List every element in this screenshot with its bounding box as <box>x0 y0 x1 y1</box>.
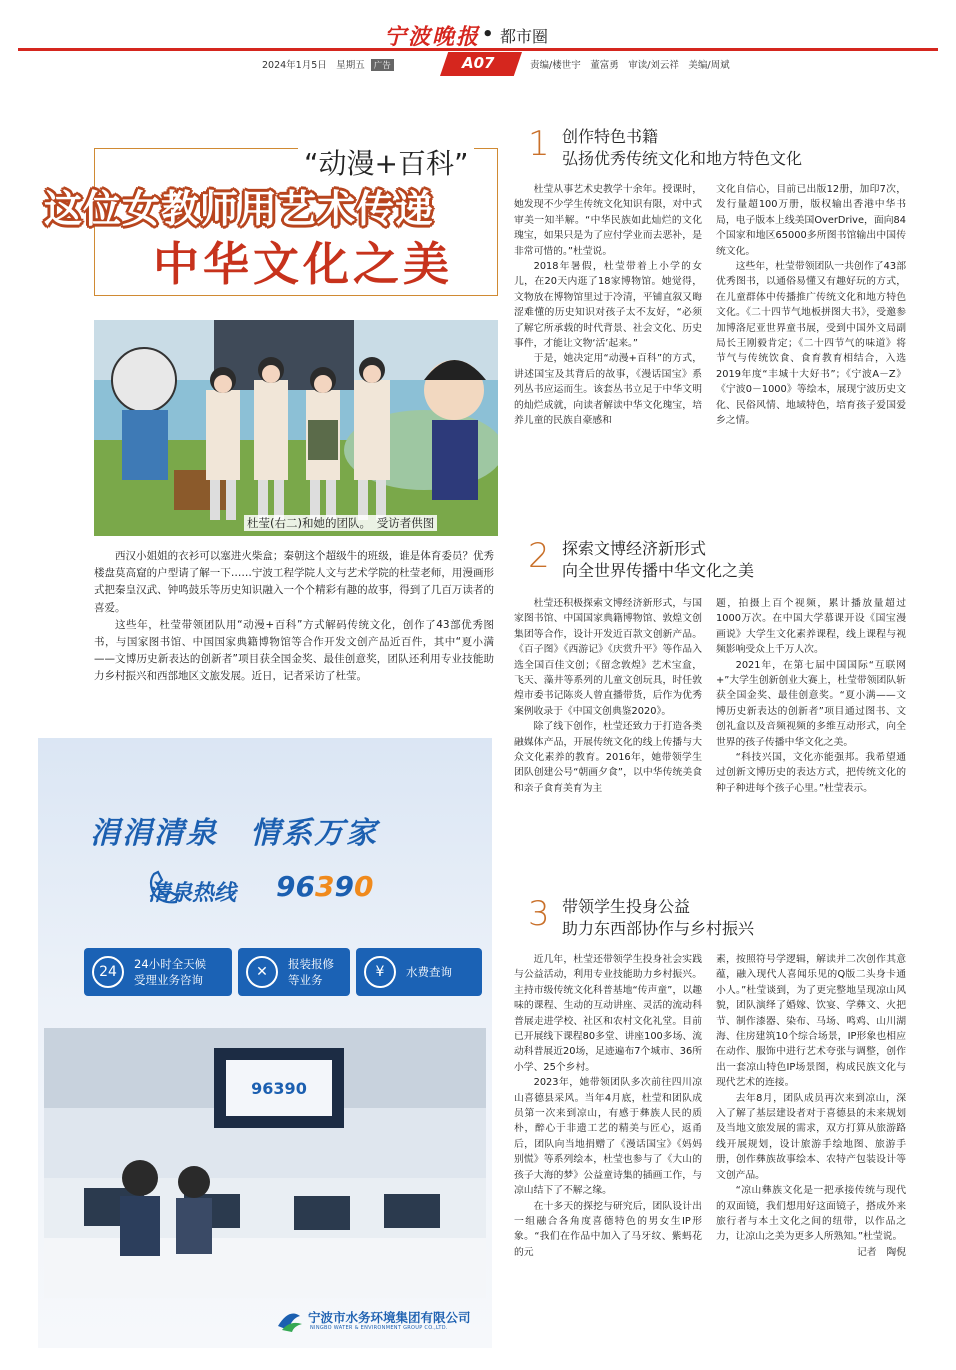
section-number: 1 <box>528 124 550 164</box>
masthead-dot: • <box>482 24 494 45</box>
service-label: 水费查询 <box>406 965 452 979</box>
section-2-column-a <box>514 596 702 796</box>
call-center-photo <box>44 1028 486 1298</box>
section-number: 3 <box>528 894 550 934</box>
section-heading-2 <box>528 536 908 586</box>
dateline <box>262 57 394 71</box>
service-label: 24小时全天候 <box>134 957 207 971</box>
section-2-column-b <box>716 596 906 796</box>
section-heading-1 <box>528 124 908 174</box>
service-card-repair <box>238 948 350 996</box>
body-paragraph: 素，按照符号学逻辑，解读并二次创作其意蕴，融入现代人喜闻乐见的Q版二头身卡通小人。”杜莹谈到，为了更完整地呈现凉山风貌，团队演绎了婚嫁、饮宴、学彝文、火把节、制作漆器、染布、马场、鸣鸡、山川湖海、住房建筑10个综合场景，IP形象也相应在动作、服饰中进行艺术夸张与调整，创作出一套凉山特色IP场景图，构成民族文化与现代艺术的连接。 <box>716 954 906 1089</box>
company-name: 宁波市水务环境集团有限公司 <box>308 1310 471 1325</box>
body-paragraph: 去年8月，团队成员再次来到凉山，深入了解了基层建设者对于喜德县的未来规划及当地文旅发展的需求，双方打算从旅游路线开展规划，设计旅游手绘地图、旅游手册，创作彝族故事绘本、农特产包装设计等文创产品。 <box>716 1092 906 1181</box>
section-1-column-a <box>514 182 702 429</box>
company-logo-icon <box>274 1306 304 1334</box>
hotline-number <box>276 870 373 903</box>
intro-paragraph: 这些年，杜莹带领团队用“动漫+百科”方式解码传统文化，创作了43部优秀图书，与国家图书馆、中国国家典籍博物馆等合作开发文创产品近百件，其中“夏小满——文博历史新表达的创新者”项目获全国金奖、最佳创意奖，团队还利用专业技能助力乡村振兴和西部地区文旅发展。近日，记者采访了杜莹。 <box>94 618 494 683</box>
team-photo <box>94 320 498 536</box>
body-paragraph: 杜莹从事艺术史教学十余年。授课时，她发现不少学生传统文化知识有限，对中式审美一知半解。“中华民族如此灿烂的文化瑰宝，如果只是为了应付学业而去恶补，是非常可惜的。”杜莹说。 <box>514 184 702 257</box>
body-paragraph: 于是，她决定用“动漫+百科”的方式，讲述国宝及其背后的故事，《漫话国宝》系列丛书应运而生。该套丛书立足于中华文明的灿烂成就，向读者解读中华文化瑰宝，培养儿童的民族自豪感和 <box>514 353 702 427</box>
service-label: 受理业务咨询 <box>134 973 203 987</box>
hotline-label: 清泉热线 <box>148 881 237 906</box>
editors-credit: 责编/楼世宇 董富勇 审读/刘云祥 美编/周斌 <box>530 60 730 71</box>
section-3-column-b <box>716 952 906 1260</box>
body-paragraph: “凉山彝族文化是一把承接传统与现代的双面镜，我们想用好这面镜子，搭成外来旅行者与本土文化之间的纽带，以作品之力，让凉山之美为更多人所熟知。”杜莹说。 <box>716 1185 906 1243</box>
water-company-ad <box>38 738 492 1348</box>
headline-line-2: 中华文化之美 <box>153 237 453 291</box>
headline-line-1: 这位女教师用艺术传递 <box>44 187 435 231</box>
body-paragraph: 杜莹还积极探索文博经济新形式，与国家图书馆、中国国家典籍博物馆、敦煌文创集团等合作，设计开发近百款文创新产品。《百子图》《西游记》《庆赏升平》等作品入选全国百佳文创；《留念敦煌》艺术宝盒，飞天、藻井等系列的儿童文创玩具，时任敦煌市委书记陈炎人曾直播带货，后作为优秀案例收录于《中国文创典鉴2020》。 <box>514 598 702 717</box>
service-label: 报装报修 <box>288 957 334 971</box>
screen-hotline-number: 96390 <box>251 1079 307 1098</box>
team-photo-illustration <box>94 320 498 536</box>
body-paragraph: 除了线下创作，杜莹还致力于打造各类融媒体产品，开展传统文化的线上传播与大众文化素养的教育。2016年，她带领学生团队创建公号“朝画夕食”，以中华传统美食和亲子食育美育为主 <box>514 721 702 794</box>
date: 2024年1月5日 <box>262 60 327 71</box>
section-1-column-b <box>716 182 906 429</box>
body-paragraph: 在十多天的探挖与研究后，团队设计出一组融合各角度喜德特色的男女生IP形象。“我们在作品中加入了马牙纹、紫蚂花的元 <box>514 1200 702 1258</box>
section-3-column-a <box>514 952 702 1260</box>
hotline-digit-b: 3 <box>314 870 335 903</box>
body-paragraph: 题，拍摄上百个视频，累计播放量超过1000万次。在中国大学慕课开设《国宝漫画说》大学生文化素养课程，线上课程与视频影响受众上千万人次。 <box>716 598 906 656</box>
body-paragraph: 2018年暑假，杜莹带着上小学的女儿，在20天内逛了18家博物馆。她觉得，文物放在博物馆里过于冷清，平铺直叙又晦涩难懂的历史知识对孩子太不友好，“必须了解它所承载的时代背景、社会文化、历史事件，才能让文物‘活’起来。” <box>514 261 702 350</box>
masthead-rule <box>18 48 938 51</box>
section-title-line-2: 弘扬优秀传统文化和地方特色文化 <box>562 149 803 168</box>
body-paragraph: 文化自信心，目前已出版12册，加印7次，发行量超100万册，版权输出香港中华书局，电子版本上线美国OverDrive，面向84个国家和地区65000多所图书馆输出中国传统文化。 <box>716 184 906 257</box>
body-paragraph: 这些年，杜莹带领团队一共创作了43部优秀图书，以通俗易懂又有趣好玩的方式，在儿童群体中传播推广传统文化和地方特色文化。《二十四节气地板拼图大书》，受邀参加博洛尼亚世界童书展，受到中国外文局副局长王刚毅肯定；《二十四节气的味道》将节气与传统饮食、食育教育相结合，入选2019年度“丰城十大好书”；《宁波A－Z》《宁波0－1000》等绘本，展现宁波历史文化、民俗风情、地域特色，培育孩子爱国爱乡之情。 <box>716 261 906 427</box>
section-heading-3 <box>528 894 908 944</box>
section-title-line-1: 探索文博经济新形式 <box>562 539 707 558</box>
service-label: 等业务 <box>288 973 323 987</box>
hotline-digits-a: 96 <box>276 870 315 903</box>
body-paragraph: 2021年，在第七届中国国际“互联网+”大学生创新创业大赛上，杜莹带领团队斩获全国金奖、最佳创意奖。“夏小满——文博历史新表达的创新者”项目通过图书、文创礼盒以及音频视频的多维互动形式，向全世界的孩子传播中华文化之美。 <box>716 659 906 748</box>
section-title-line-1: 创作特色书籍 <box>562 127 659 146</box>
page-number: A07 <box>462 54 495 72</box>
weekday: 星期五 <box>336 60 365 71</box>
service-card-24h <box>84 948 232 996</box>
ad-slogan: 涓涓清泉 情系万家 <box>90 816 378 851</box>
company-name-en: NINGBO WATER & ENVIRONMENT GROUP CO.,LTD. <box>310 1325 448 1331</box>
call-center-illustration <box>44 1028 486 1298</box>
body-paragraph: 2023年，她带领团队多次前往四川凉山喜德县采风。当年4月底，杜莹和团队成员第一次来到凉山，有感于彝族人民的质朴，醉心于非遗工艺的精美与匠心，返甬后，团队向当地捐赠了《漫话国宝》《妈妈别慌》等系列绘本，杜莹也参与了《大山的孩子大海的梦》公益童诗集的插画工作，与凉山结下了不解之缘。 <box>514 1077 702 1197</box>
byline: 记者 陶倪 <box>857 1246 906 1258</box>
intro-paragraph: 西汉小姐姐的衣衫可以塞进火柴盒；秦朝这个超级牛的班级，谁是体育委员？优秀楼盘莫高窟的户型请了解一下……宁波工程学院人文与艺术学院的杜莹老师，用漫画形式把秦皇汉武、钟鸣鼓乐等历史知识融入一个个精彩有趣的故事，得到了几百万读者的喜爱。 <box>94 550 494 614</box>
section-title-line-2: 助力东西部协作与乡村振兴 <box>562 919 755 938</box>
clock-24h-icon: 24 <box>92 956 124 988</box>
ad-badge: 广告 <box>371 59 394 71</box>
hotline-digit-d: 0 <box>353 870 374 903</box>
section-title-line-2: 向全世界传播中华文化之美 <box>562 561 755 580</box>
tools-icon: ✕ <box>246 956 278 988</box>
body-paragraph: 近几年，杜莹还带领学生投身社会实践与公益活动，利用专业技能助力乡村振兴。主持市级传统文化科普基地“传声童”，以趣味的课程、生动的互动讲座、灵活的流动科普展走进学校、社区和农村文化礼堂。目前已开展线下课程80多堂、讲座100多场、流动科普展近20场，足迹遍布7个城市、36所小学、25个乡村。 <box>514 954 702 1073</box>
headline-kicker: “动漫+百科” <box>298 142 474 182</box>
section-name: 都市圈 <box>500 27 549 46</box>
section-title-line-1: 带领学生投身公益 <box>562 897 691 916</box>
newspaper-logo: 宁波晚报 <box>384 24 481 50</box>
body-paragraph: “科技兴国，文化亦能强邦。我希望通过创新文博历史的表达方式，把传统文化的种子种进每个孩子心里。”杜莹表示。 <box>716 752 906 794</box>
article-intro <box>94 548 494 686</box>
water-bill-icon: ¥ <box>364 956 396 988</box>
service-card-billing <box>356 948 482 996</box>
masthead <box>0 0 956 80</box>
hotline-digit-c: 9 <box>334 870 354 903</box>
section-number: 2 <box>528 536 550 576</box>
photo-caption: 杜莹(右二)和她的团队。 受访者供图 <box>244 515 437 531</box>
